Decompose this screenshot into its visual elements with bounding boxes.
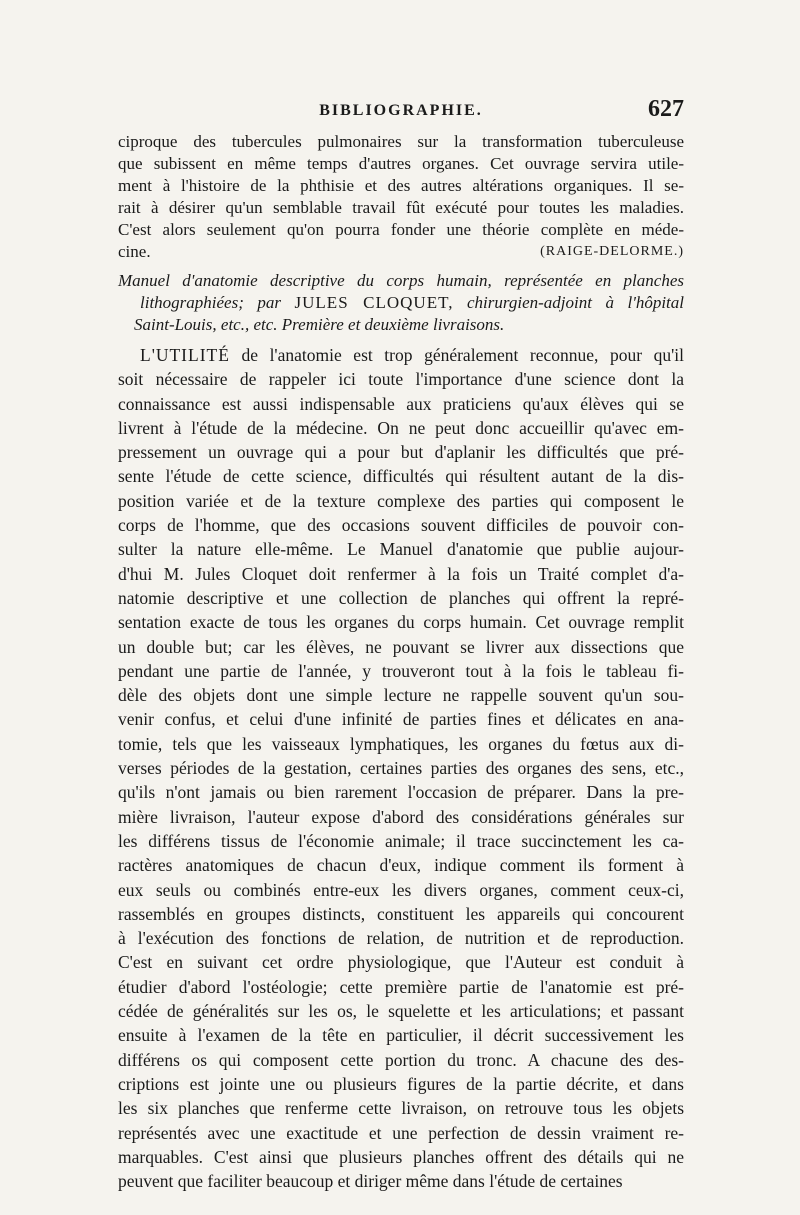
text-line: à l'exécution des fonctions de relation, de nutrition et de reproduction. — [118, 928, 684, 949]
text-line: venir confus, et celui d'une infinité de parties fines et délicates en ana- — [118, 709, 684, 730]
text-line: les six planches que renferme cette livraison, on retrouve tous les objets — [118, 1098, 684, 1119]
reviewer-signature: (RAIGE-DELORME.) — [540, 244, 684, 259]
title-prefix: lithographiées; par — [140, 293, 282, 312]
text-line: natomie descriptive et une collection de planches qui offrent la repré- — [118, 587, 684, 608]
text-line: criptions est jointe une ou plusieurs figures de la partie décrite, et dans — [118, 1073, 684, 1094]
page-number: 627 — [648, 96, 684, 122]
text-line: différens os qui composent cette portion du tronc. A chacune des des- — [118, 1049, 684, 1070]
text-line: ciproque des tubercules pulmonaires sur la transformation tuberculeuse — [118, 132, 684, 151]
text-line: qu'ils n'ont jamais ou bien rarement l'occasion de préparer. Dans la pre- — [118, 782, 684, 803]
text-line: dèle des objets dont une simple lecture ne rappelle souvent qu'un sou- — [118, 685, 684, 706]
text-line: pendant une partie de l'année, y trouveront tout à la fois le tableau fi- — [118, 660, 684, 681]
text-line: marquables. C'est ainsi que plusieurs planches offrent des détails qui ne — [118, 1146, 684, 1167]
opening-word: L'UTILITÉ — [140, 345, 230, 365]
first-line-rest: de l'anatomie est trop généralement reconnue, pour qu'il — [241, 345, 685, 365]
title-line — [118, 292, 684, 314]
text-line: position variée et de la texture complexe des parties qui composent le — [118, 490, 684, 511]
page-header — [118, 96, 684, 130]
text-line: cédée de généralités sur les os, le squelette et les articulations; et passant — [118, 1001, 684, 1022]
text-line: sentation exacte de tous les organes du corps humain. Cet ouvrage remplit — [118, 612, 684, 633]
text-line: rassemblés en groupes distincts, constituent les appareils qui concourent — [118, 903, 684, 924]
title-suffix: chirurgien-adjoint à l'hôpital — [466, 293, 685, 312]
text-line: ensuite à l'examen de la tête en particulier, il décrit successivement les — [118, 1025, 684, 1046]
text-line — [118, 343, 684, 367]
text-line: mière livraison, l'auteur expose d'abord des considérations générales sur — [118, 806, 684, 827]
text-line: un double but; car les élèves, ne pouvant se livrer aux dissections que — [118, 636, 684, 657]
running-title: BIBLIOGRAPHIE. — [319, 102, 483, 119]
text-line: ment à l'histoire de la phthisie et des autres altérations organiques. Il se- — [118, 176, 684, 195]
text-line: représentés avec une exactitude et une perfection de dessin vraiment re- — [118, 1122, 684, 1143]
continued-review — [118, 131, 684, 263]
text-line: corps de l'homme, que des occasions souvent difficiles de pouvoir con- — [118, 515, 684, 536]
signature-line — [118, 241, 684, 263]
text-line: C'est en suivant cet ordre physiologique, que l'Auteur est conduit à — [118, 952, 684, 973]
text-line: sente l'étude de cette science, difficultés qui résultent autant de la dis- — [118, 466, 684, 487]
text-line: soit nécessaire de rappeler ici toute l'importance d'une science dont la — [118, 369, 684, 390]
text-line: C'est alors seulement qu'on pourra fonder une théorie complète en méde- — [118, 220, 684, 239]
text-line: livrent à l'étude de la médecine. On ne peut donc accueillir qu'avec em- — [118, 417, 684, 438]
text-line: les différens tissus de l'économie animale; il trace succinctement les ca- — [118, 830, 684, 851]
text-line: pressement un ouvrage qui a pour but d'aplanir les difficultés que pré- — [118, 442, 684, 463]
review-body — [118, 343, 684, 1193]
title-line: Saint-Louis, etc., etc. Première et deuxième livraisons. — [134, 315, 505, 334]
text-line: d'hui M. Jules Cloquet doit renfermer à la fois un Traité complet d'a- — [118, 563, 684, 584]
text-line: rait à désirer qu'un semblable travail fût exécuté pour toutes les maladies. — [118, 198, 684, 217]
last-word: cine. — [118, 242, 151, 261]
text-line: peuvent que faciliter beaucoup et diriger même dans l'étude de certaines — [118, 1171, 623, 1192]
book-title — [118, 270, 684, 336]
text-line: sulter la nature elle-même. Le Manuel d'anatomie que publie aujour- — [118, 539, 684, 560]
review-lines — [118, 367, 684, 1193]
text-line: ractères anatomiques de chacun d'eux, indique comment ils forment à — [118, 855, 684, 876]
text-line: verses périodes de la gestation, certaines parties des organes des sens, etc., — [118, 758, 684, 779]
title-line: Manuel d'anatomie descriptive du corps humain, représentée en planches — [118, 271, 684, 290]
text-line: étudier d'abord l'ostéologie; cette première partie de l'anatomie est pré- — [118, 976, 684, 997]
text-line: que subissent en même temps d'autres organes. Cet ouvrage servira utile- — [118, 154, 684, 173]
text-line: eux seuls ou combinés entre-eux les divers organes, comment ceux-ci, — [118, 879, 684, 900]
author-name: JULES CLOQUET, — [294, 293, 454, 312]
text-line: tomie, tels que les vaisseaux lymphatiques, les organes du fœtus aux di- — [118, 733, 684, 754]
text-line: connaissance est aussi indispensable aux praticiens qu'aux élèves qui se — [118, 393, 684, 414]
